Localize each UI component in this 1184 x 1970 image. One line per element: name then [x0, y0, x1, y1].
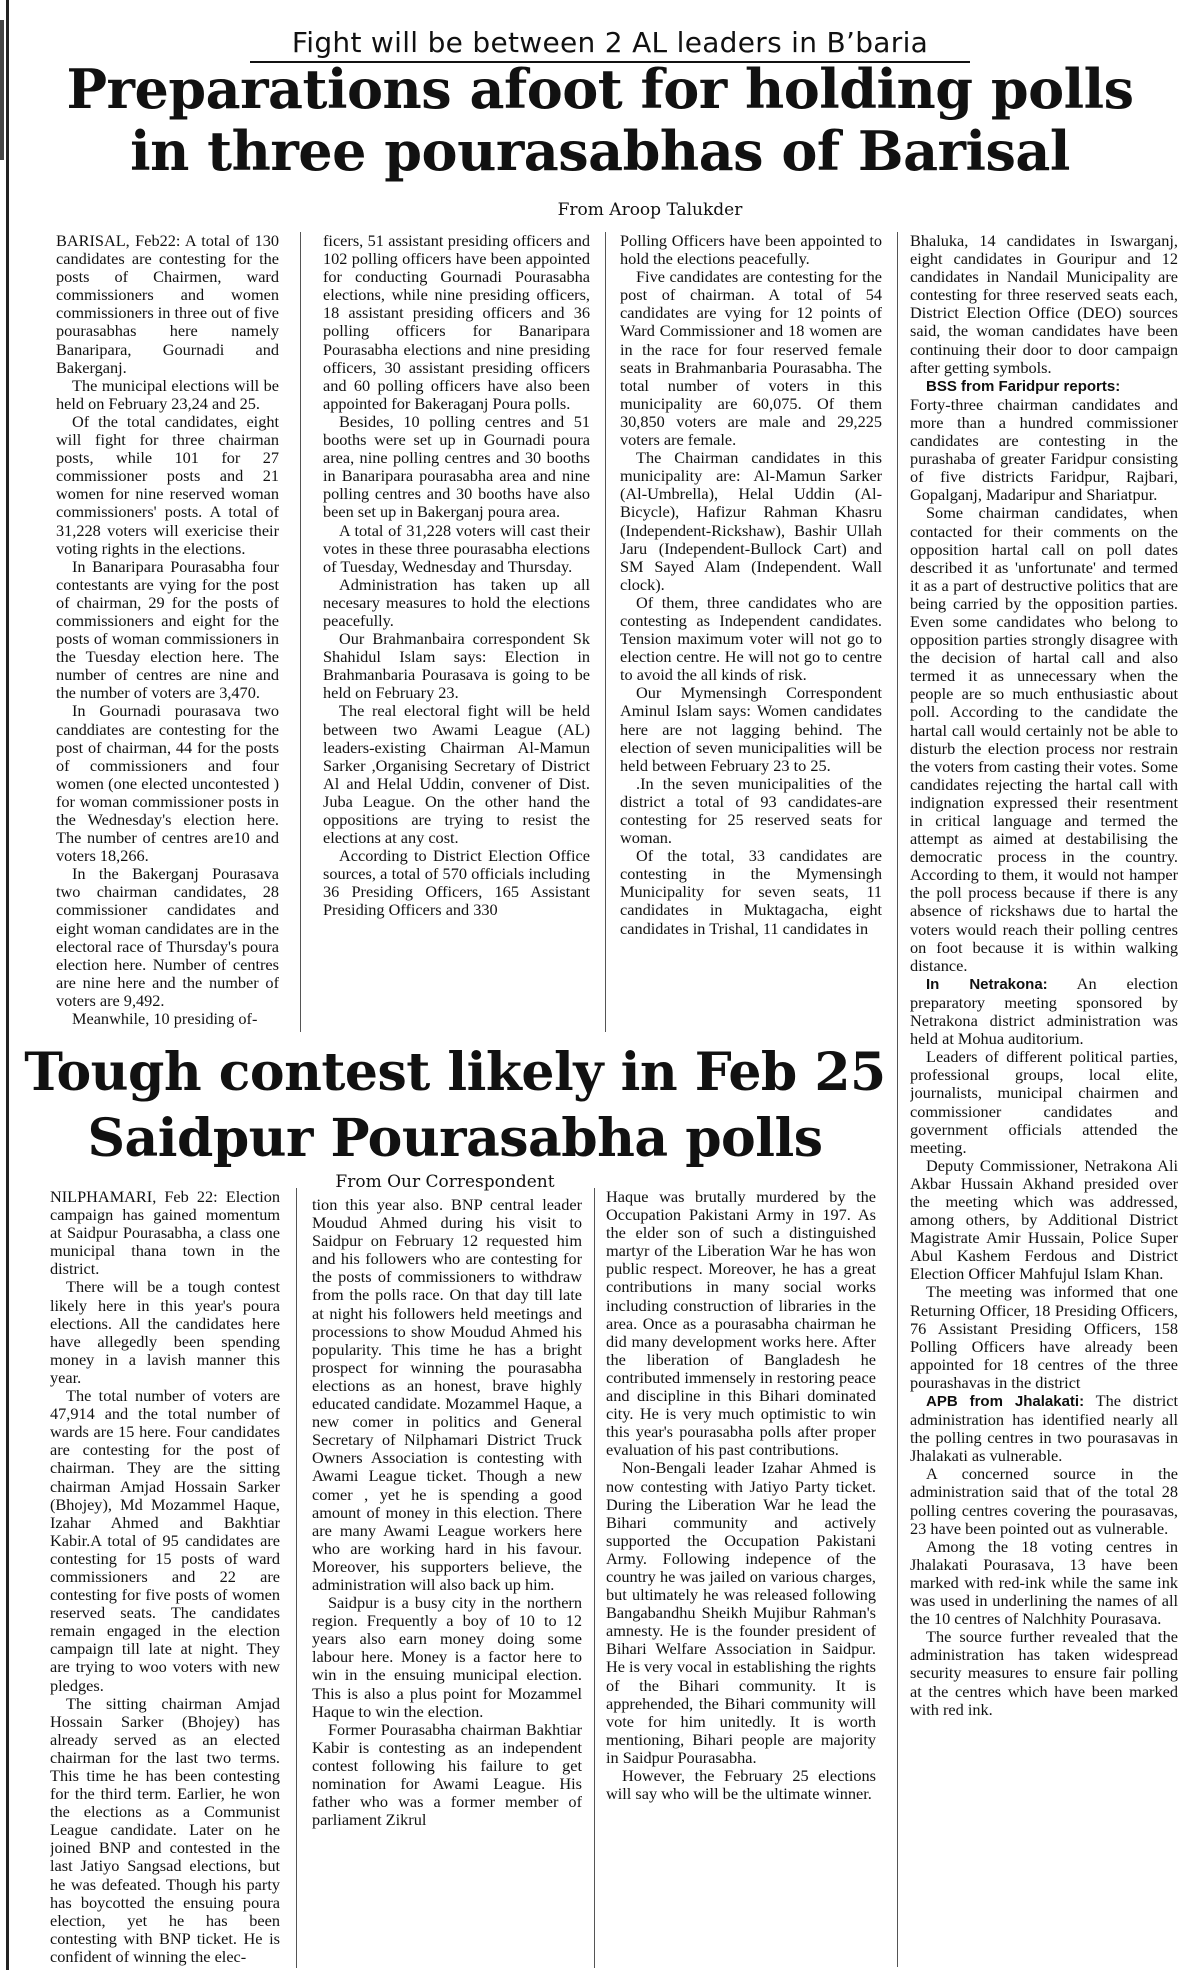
paragraph: Forty-three chairman candidates and more than a hundred commissioner candidates are contesting in the purashaba of greater Faridpur consisting of five districts Faridpur, Rajbari, Gopalganj, Madaripur and Shariatpur. — [910, 394, 1178, 505]
column-divider — [605, 232, 606, 1032]
subhead-netrakona: In Netrakona: — [926, 975, 1048, 993]
paragraph — [910, 377, 1178, 396]
paragraph: In Banaripara Pourasabha four contestants are vying for the post of chairman, 29 for the posts of commissioners and eight for the posts of woman commissioners in the Tuesday election here. The number of centres are nine and the number of voters are 3,470. — [56, 556, 279, 703]
paragraph: Administration has taken up all necesary measures to hold the elections peacefully. — [323, 574, 590, 630]
paragraph: In Gournadi pourasava two canddiates are contesting for the post of chairman, 44 for the posts of commissioners and four women (one elected uncontested ) for woman commissioner posts in the Wednesday's election here. The number of centres are10 and voters 18,266. — [56, 701, 279, 866]
paragraph: According to District Election Office sources, a total of 570 officials including 36 Presiding Officers, 165 Assistant Presiding Officers and 330 — [323, 846, 590, 920]
paragraph: The real electoral fight will be held between two Awami League (AL) leaders-existing Chairman Al-Mamun Sarker ,Organising Secretary of District Al and Helal Uddin, convener of Dist. Juba League. On the other hand the oppositions are trying to resist the elections at any cost. — [323, 701, 590, 848]
paragraph: Of the total candidates, eight will fight for three chairman posts, while 101 for 27 commissioner posts and 21 women for nine reserved woman commissioners' posts. A total of 31,228 voters will exericise their voting rights in the elections. — [56, 411, 279, 558]
paragraph: Polling Officers have been appointed to hold the elections peacefully. — [620, 232, 882, 269]
paragraph: Some chairman candidates, when contacted for their comments on the opposition hartal call on poll dates described it as 'unfortunate' and termed it as a part of destructive politics that are being carried by the opposition parties. Even some candidates who belong to opposition parties strongly disagree with the decision of hartal call and also termed it as unnecessary when the people are so much enthusiastic about poll. According to the candidate the hartal call would certainly not be able to disturb the election process nor restrain the voters from casting their votes. Some candidates rejecting the hartal call with indignation expressed their resentment in critical language and termed the attempt as aimed at destabilising the democratic process in the country. According to them, it would not hamper the poll process because if there is any absence of rickshaws due to hartal the voters would reach their polling centres on foot because it is within walking distance. — [910, 503, 1178, 975]
article1-column-4 — [910, 232, 1178, 1970]
paragraph: Of the total, 33 candidates are contesting in the Mymensingh Municipality for seven seats, 11 candidates in Muktagacha, eight candidates in Trishal, 11 candidates in — [620, 846, 882, 938]
article2-column-1 — [50, 1188, 280, 1968]
paragraph: The total number of voters are 47,914 and the total number of wards are 15 here. Four candidates are contesting for the post of chairman. They are the sitting chairman Amjad Hossain Sarker (Bhojey), Md Mozammel Haque, Izahar Ahmed and Bakhtiar Kabir.A total of 95 candidates are contesting for 15 posts of ward commissioners and 22 are contesting for five posts of women reserved seats. The candidates remain engaged in the election campaign till late at night. They are trying to woo voters with new pledges. — [50, 1386, 280, 1695]
paragraph: However, the February 25 elections will say who will be the ultimate winner. — [606, 1766, 876, 1804]
paragraph: The Chairman candidates in this municipality are: Al-Mamun Sarker (Al-Umbrella), Helal Uddin (Al-Bicycle), Hafizur Rahman Khasru (Independent-Rickshaw), Bashir Ullah Jaru (Independent-Bullock Cart) and SM Sayed Alam (Independent. Wall clock). — [620, 448, 882, 594]
article2-headline-line2: Saidpur Pourasabha polls — [87, 1108, 823, 1169]
paragraph: ficers, 51 assistant presiding officers and 102 polling officers have been appointed for conducting Gournadi Pourasabha elections, while nine presiding officers, 18 assistant presiding officers and 36 polling officers for Banaripara Pourasabha elections and nine presiding officers, 30 assistant presiding officers and 60 polling officers have also been appointed for Bakeraganj Poura polls. — [323, 232, 590, 413]
paragraph: Saidpur is a busy city in the northern region. Frequently a boy of 10 to 12 years also earn money doing some labour here. Money is a factor here to win in the ensuing municipal election. This is also a plus point for Mozammel Haque to win the election. — [312, 1593, 582, 1721]
paragraph: Haque was brutally murdered by the Occupation Pakistani Army in 197. As the elder son of such a distinguished martyr of the Liberation War he has won public respect. Moreover, he has a great contributions in many social works including construction of libraries in the area. Once as a pourasabha chairman he did many development works here. After the liberation of Bangladesh he contributed immensely in restoring peace and discipline in this Bihari dominated city. He is very much optimistic to win this year's pourasabha polls after proper evaluation of his past contributions. — [606, 1188, 876, 1460]
page-edge-mark — [0, 20, 4, 160]
paragraph: BARISAL, Feb22: A total of 130 candidates are contesting for the posts of Chairmen, ward commissioners and women commissioners in three out of five pourasabhas here namely Banaripara, Gournadi and Bakerganj. — [56, 232, 279, 377]
article1-column-1 — [56, 232, 279, 1032]
subhead-faridpur: BSS from Faridpur reports: — [926, 377, 1121, 395]
paragraph: The sitting chairman Amjad Hossain Sarker (Bhojey) has already served as an elected chairman for the last two terms. This time he has been contesting for the third term. Earlier, he won the elections as a Communist League candidate. Later on he joined BNP and contested in the last Jatiyo Sangsad elections, but he was defeated. Though his party has boycotted the ensuing poura election, yet he has been contesting with BNP ticket. He is confident of winning the elec- — [50, 1693, 280, 1966]
article1-kicker: Fight will be between 2 AL leaders in B’baria — [250, 26, 970, 63]
paragraph: Bhaluka, 14 candidates in Iswarganj, eight candidates in Gouripur and 12 candidates in Nandail Municipality are contesting for three reserved seats each, District Election Office (DEO) sources said, the woman candidates have been continuing their door to door campaign after getting symbols. — [910, 232, 1178, 377]
paragraph: Meanwhile, 10 presiding of- — [72, 1009, 258, 1029]
article1-column-3 — [620, 232, 882, 1032]
paragraph: The municipal elections will be held on February 23,24 and 25. — [56, 375, 279, 413]
article1-byline: From Aroop Talukder — [557, 200, 743, 220]
page-edge-rule — [6, 0, 9, 1970]
article2-headline-line1: Tough contest likely in Feb 25 — [24, 1042, 886, 1103]
subhead-jhalakati: APB from Jhalakati: — [926, 1393, 1085, 1410]
article2-headline — [15, 1040, 895, 1172]
paragraph — [910, 975, 1178, 1048]
column-divider — [296, 1188, 297, 1968]
article1-column-2 — [323, 232, 590, 1032]
article1-headline — [20, 58, 1180, 182]
article2-byline: From Our Correspondent — [335, 1172, 555, 1192]
paragraph: Our Brahmanbaira correspondent Sk Shahidul Islam says: Election in Brahmanbaria Pourasava is going to be held on February 23. — [323, 629, 590, 703]
paragraph-text: The district administration has identified nearly all the polling centres in two pourasavas in Jhalakati as vulnerable. — [910, 1391, 1178, 1466]
paragraph: Leaders of different political parties, professional groups, local elite, journalists, municipal chairmen and commissioner candidates and government officials attended the meeting. — [910, 1047, 1178, 1157]
paragraph: Of them, three candidates who are contesting as Independent candidates. Tension maximum voter will not go to election centre. He will not go to centre to avoid the all kinds of risk. — [620, 592, 882, 685]
paragraph: A concerned source in the administration said that of the total 28 polling centres covering the pourasavas, 23 have been pointed out as vulnerable. — [910, 1464, 1178, 1538]
article1-headline-line2: in three pourasabhas of Barisal — [130, 119, 1070, 183]
column-divider — [300, 232, 301, 1032]
paragraph: Deputy Commissioner, Netrakona Ali Akbar Hussain Akhand presided over the meeting which was addressed, among others, by Additional District Magistrate Amir Hussain, Police Super Abul Kashem Ferdous and District Election Officer Mahfujul Islam Khan. — [910, 1155, 1178, 1284]
paragraph: In the Bakerganj Pourasava two chairman candidates, 28 commissioner candidates and eight woman candidates are in the electoral race of Thursday's poura election here. Number of centres are nine here and the number of voters are 9,492. — [56, 864, 279, 1010]
paragraph: Five candidates are contesting for the post of chairman. A total of 54 candidates are vying for 12 points of Ward Commissioner and 18 women are in the race for four reserved female seats in Brahmanbaria Pourasabha. The total number of voters in this municipality are 60,075. Of them 30,850 voters are male and 29,225 voters are female. — [620, 267, 882, 450]
paragraph: Our Mymensingh Correspondent Aminul Islam says: Women candidates here are not lagging behind. The election of seven municipalities will be held between February 23 to 25. — [620, 683, 882, 775]
paragraph: There will be a tough contest likely here in this year's poura elections. All the candidates here have allegedly been spending money in a lavish manner this year. — [50, 1277, 280, 1387]
article1-headline-line1: Preparations afoot for holding polls — [66, 57, 1134, 121]
paragraph: tion this year also. BNP central leader Moudud Ahmed during his visit to Saidpur on February 12 requested him and his followers who are contesting for the posts of commissioners to withdraw from the polls race. On that day till late at night his followers held meetings and processions to show Moudud Ahmed his popularity. This time he has a bright prospect for winning the pourasabha elections as an honest, brave highly educated candidate. Mozammel Haque, a new comer in politics and General Secretary of Nilphamari District Truck Owners Association is contesting with Awami League ticket. Though a new comer , yet he is spending a good amount of money in this election. There are many Awami League workers here who are working hard in his favour. Moreover, his supporters believe, the administration will also back up him. — [312, 1196, 582, 1594]
article2-column-2 — [312, 1196, 582, 1968]
paragraph: NILPHAMARI, Feb 22: Election campaign has gained momentum at Saidpur Pourasabha, a class one municipal thana town in the district. — [50, 1188, 280, 1279]
paragraph: A total of 31,228 voters will cast their votes in these three pourasabha elections of Tuesday, Wednesday and Thursday. — [323, 520, 590, 576]
paragraph-text: An election preparatory meeting sponsored by Netrakona district administration was held at Mohua auditorium. — [910, 973, 1178, 1049]
column-divider — [897, 232, 898, 1967]
paragraph: Former Pourasabha chairman Bakhtiar Kabir is contesting as an independent contest following his failure to get nomination for Awami League. His father who was a former member of parliament Zikrul — [312, 1719, 582, 1830]
column-divider — [594, 1188, 595, 1968]
paragraph: The source further revealed that the administration has taken widespread security measures to ensure fair polling at the centres which have been marked with red ink. — [910, 1627, 1178, 1719]
paragraph: .In the seven municipalities of the district a total of 93 candidates-are contesting for 25 reserved seats for woman. — [620, 773, 882, 848]
article2-column-3 — [606, 1188, 876, 1968]
paragraph: Non-Bengali leader Izahar Ahmed is now contesting with Jatiyo Party ticket. During the Liberation War he lead the Bihari community and actively supported the Occupation Pakistani Army. Following indepence of the country he was jailed on various charges, but ultimately he was released following Bangabandhu Sheikh Mujibur Rahman's amnesty. He is the founder president of Bihari Welfare Association in Saidpur. He is very vocal in establishing the rights of the Bihari community. It is apprehended, the Bihari community will vote for him unitedly. It is worth mentioning, Bihari people are majority in Saidpur Pourasabha. — [606, 1458, 876, 1767]
paragraph: The meeting was informed that one Returning Officer, 18 Presiding Officers, 76 Assistant Presiding Officers, 158 Polling Officers have already been appointed for 18 centres of the three pourashavas in the district — [910, 1282, 1178, 1392]
paragraph: Besides, 10 polling centres and 51 booths were set up in Gournadi poura area, nine polling centres and 30 booths in Banaripara pourasabha area and nine polling centres and 30 booths have also been set up in Bakerganj poura area. — [323, 411, 590, 522]
paragraph: Among the 18 voting centres in Jhalakati Pourasava, 13 have been marked with red-ink while the same ink was used in underlining the names of all the 10 centres of Nalchhity Pourasava. — [910, 1536, 1178, 1629]
paragraph — [910, 1392, 1178, 1465]
